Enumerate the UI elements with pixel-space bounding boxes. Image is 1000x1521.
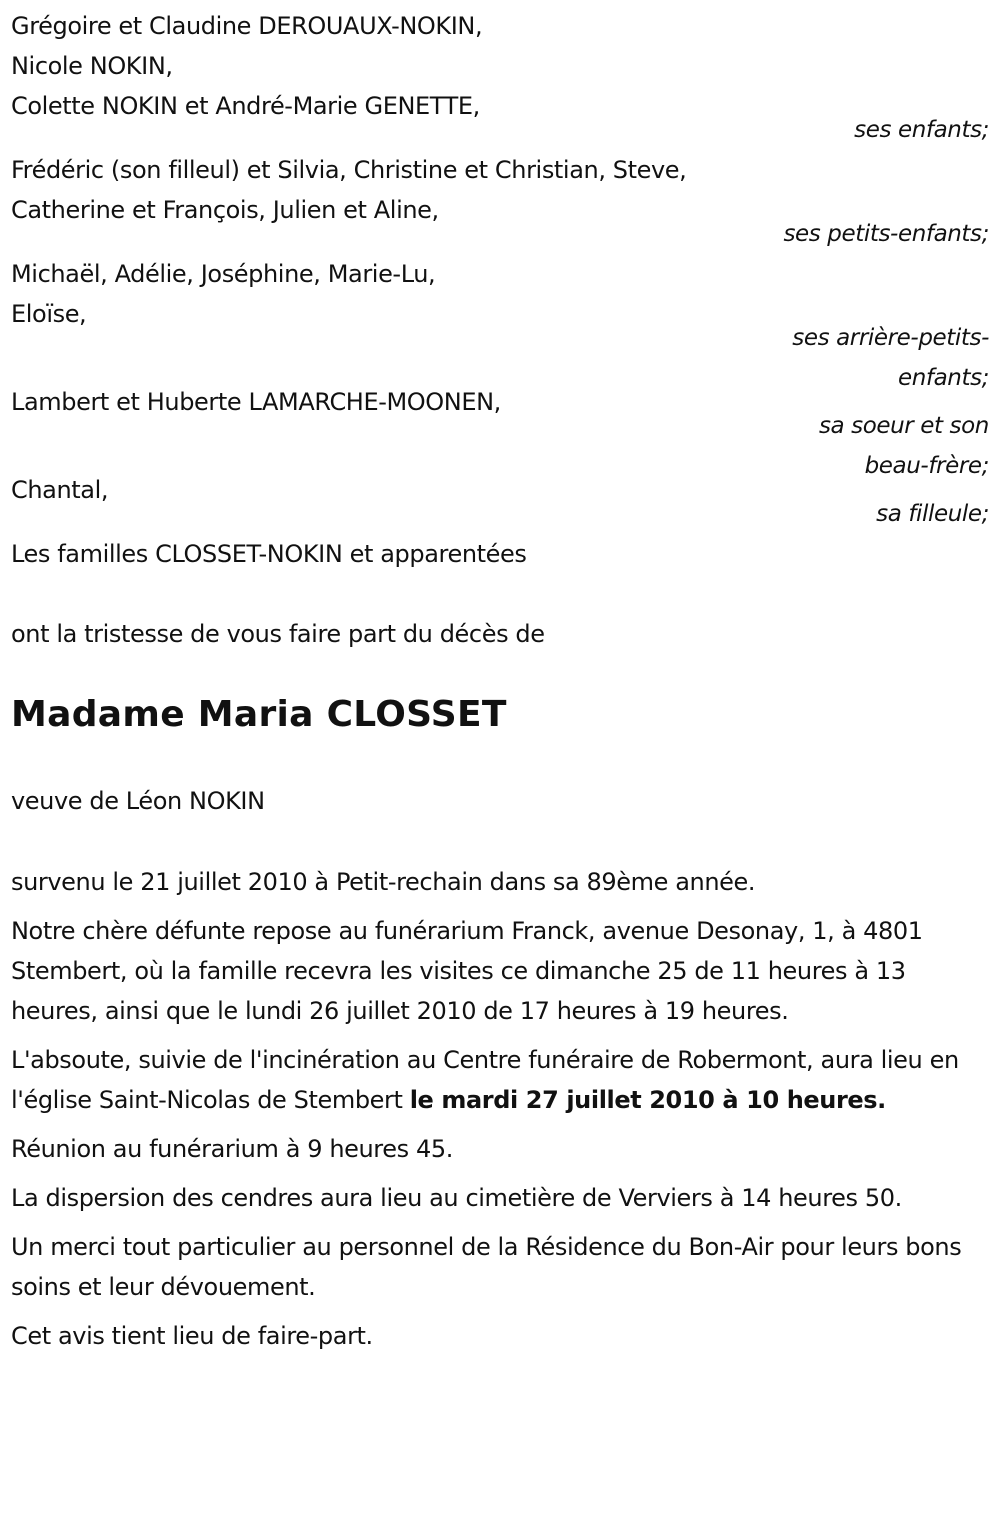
relation-label: ses arrière-petits- bbox=[792, 325, 989, 351]
family-line: Grégoire et Claudine DEROUAUX-NOKIN, bbox=[11, 12, 483, 40]
family-group-grandchildren bbox=[11, 150, 990, 254]
relation-label: ses petits-enfants; bbox=[783, 221, 989, 247]
relation-label: ses enfants; bbox=[854, 117, 989, 143]
relation-label: enfants; bbox=[897, 365, 989, 391]
ceremony-paragraph bbox=[11, 1040, 990, 1120]
family-line: Les familles CLOSSET-NOKIN et apparentées bbox=[11, 540, 527, 568]
family-line: Colette NOKIN et André-Marie GENETTE, bbox=[11, 92, 480, 120]
death-paragraph: survenu le 21 juillet 2010 à Petit-rechain dans sa 89ème année. bbox=[11, 868, 756, 896]
family-group-children bbox=[11, 0, 990, 150]
thanks-paragraph: Un merci tout particulier au personnel de la Résidence du Bon-Air pour leurs bons soins et leur dévouement. bbox=[11, 1233, 962, 1301]
ceremony-text: L'absoute, suivie de l'incinération au Centre funéraire de Robermont, aura lieu en l'église Saint-Nicolas de Stembert bbox=[11, 1046, 959, 1114]
relation-label: beau-frère; bbox=[864, 453, 989, 479]
deceased-name: Madame Maria CLOSSET bbox=[11, 694, 507, 735]
family-group-great-grandchildren bbox=[11, 254, 990, 398]
family-line: Catherine et François, Julien et Aline, bbox=[11, 196, 439, 224]
family-line: Frédéric (son filleul) et Silvia, Christine et Christian, Steve, bbox=[11, 156, 687, 184]
visitation-paragraph: Notre chère défunte repose au funérarium Franck, avenue Desonay, 1, à 4801 Stembert, où la famille recevra les visites ce dimanche 25 de 11 heures à 13 heures, ainsi que le lundi 26 juillet 2010 de 17 heures à 19 heures. bbox=[11, 917, 923, 1025]
family-group-relatives bbox=[11, 534, 990, 574]
relation-label: sa soeur et son bbox=[818, 413, 989, 439]
family-line: Nicole NOKIN, bbox=[11, 52, 173, 80]
meeting-paragraph: Réunion au funérarium à 9 heures 45. bbox=[11, 1135, 453, 1163]
closing-paragraph: Cet avis tient lieu de faire-part. bbox=[11, 1322, 373, 1350]
dispersion-paragraph: La dispersion des cendres aura lieu au cimetière de Verviers à 14 heures 50. bbox=[11, 1184, 902, 1212]
family-line: Michaël, Adélie, Joséphine, Marie-Lu, bbox=[11, 260, 436, 288]
announcement-text: ont la tristesse de vous faire part du décès de bbox=[11, 620, 545, 648]
relation-label: sa filleule; bbox=[876, 501, 989, 527]
ceremony-date: le mardi 27 juillet 2010 à 10 heures. bbox=[409, 1086, 886, 1114]
widow-of-text: veuve de Léon NOKIN bbox=[11, 787, 265, 815]
family-group-goddaughter bbox=[11, 470, 990, 534]
family-line: Lambert et Huberte LAMARCHE-MOONEN, bbox=[11, 388, 501, 416]
family-line: Eloïse, bbox=[11, 300, 87, 328]
family-line: Chantal, bbox=[11, 476, 109, 504]
